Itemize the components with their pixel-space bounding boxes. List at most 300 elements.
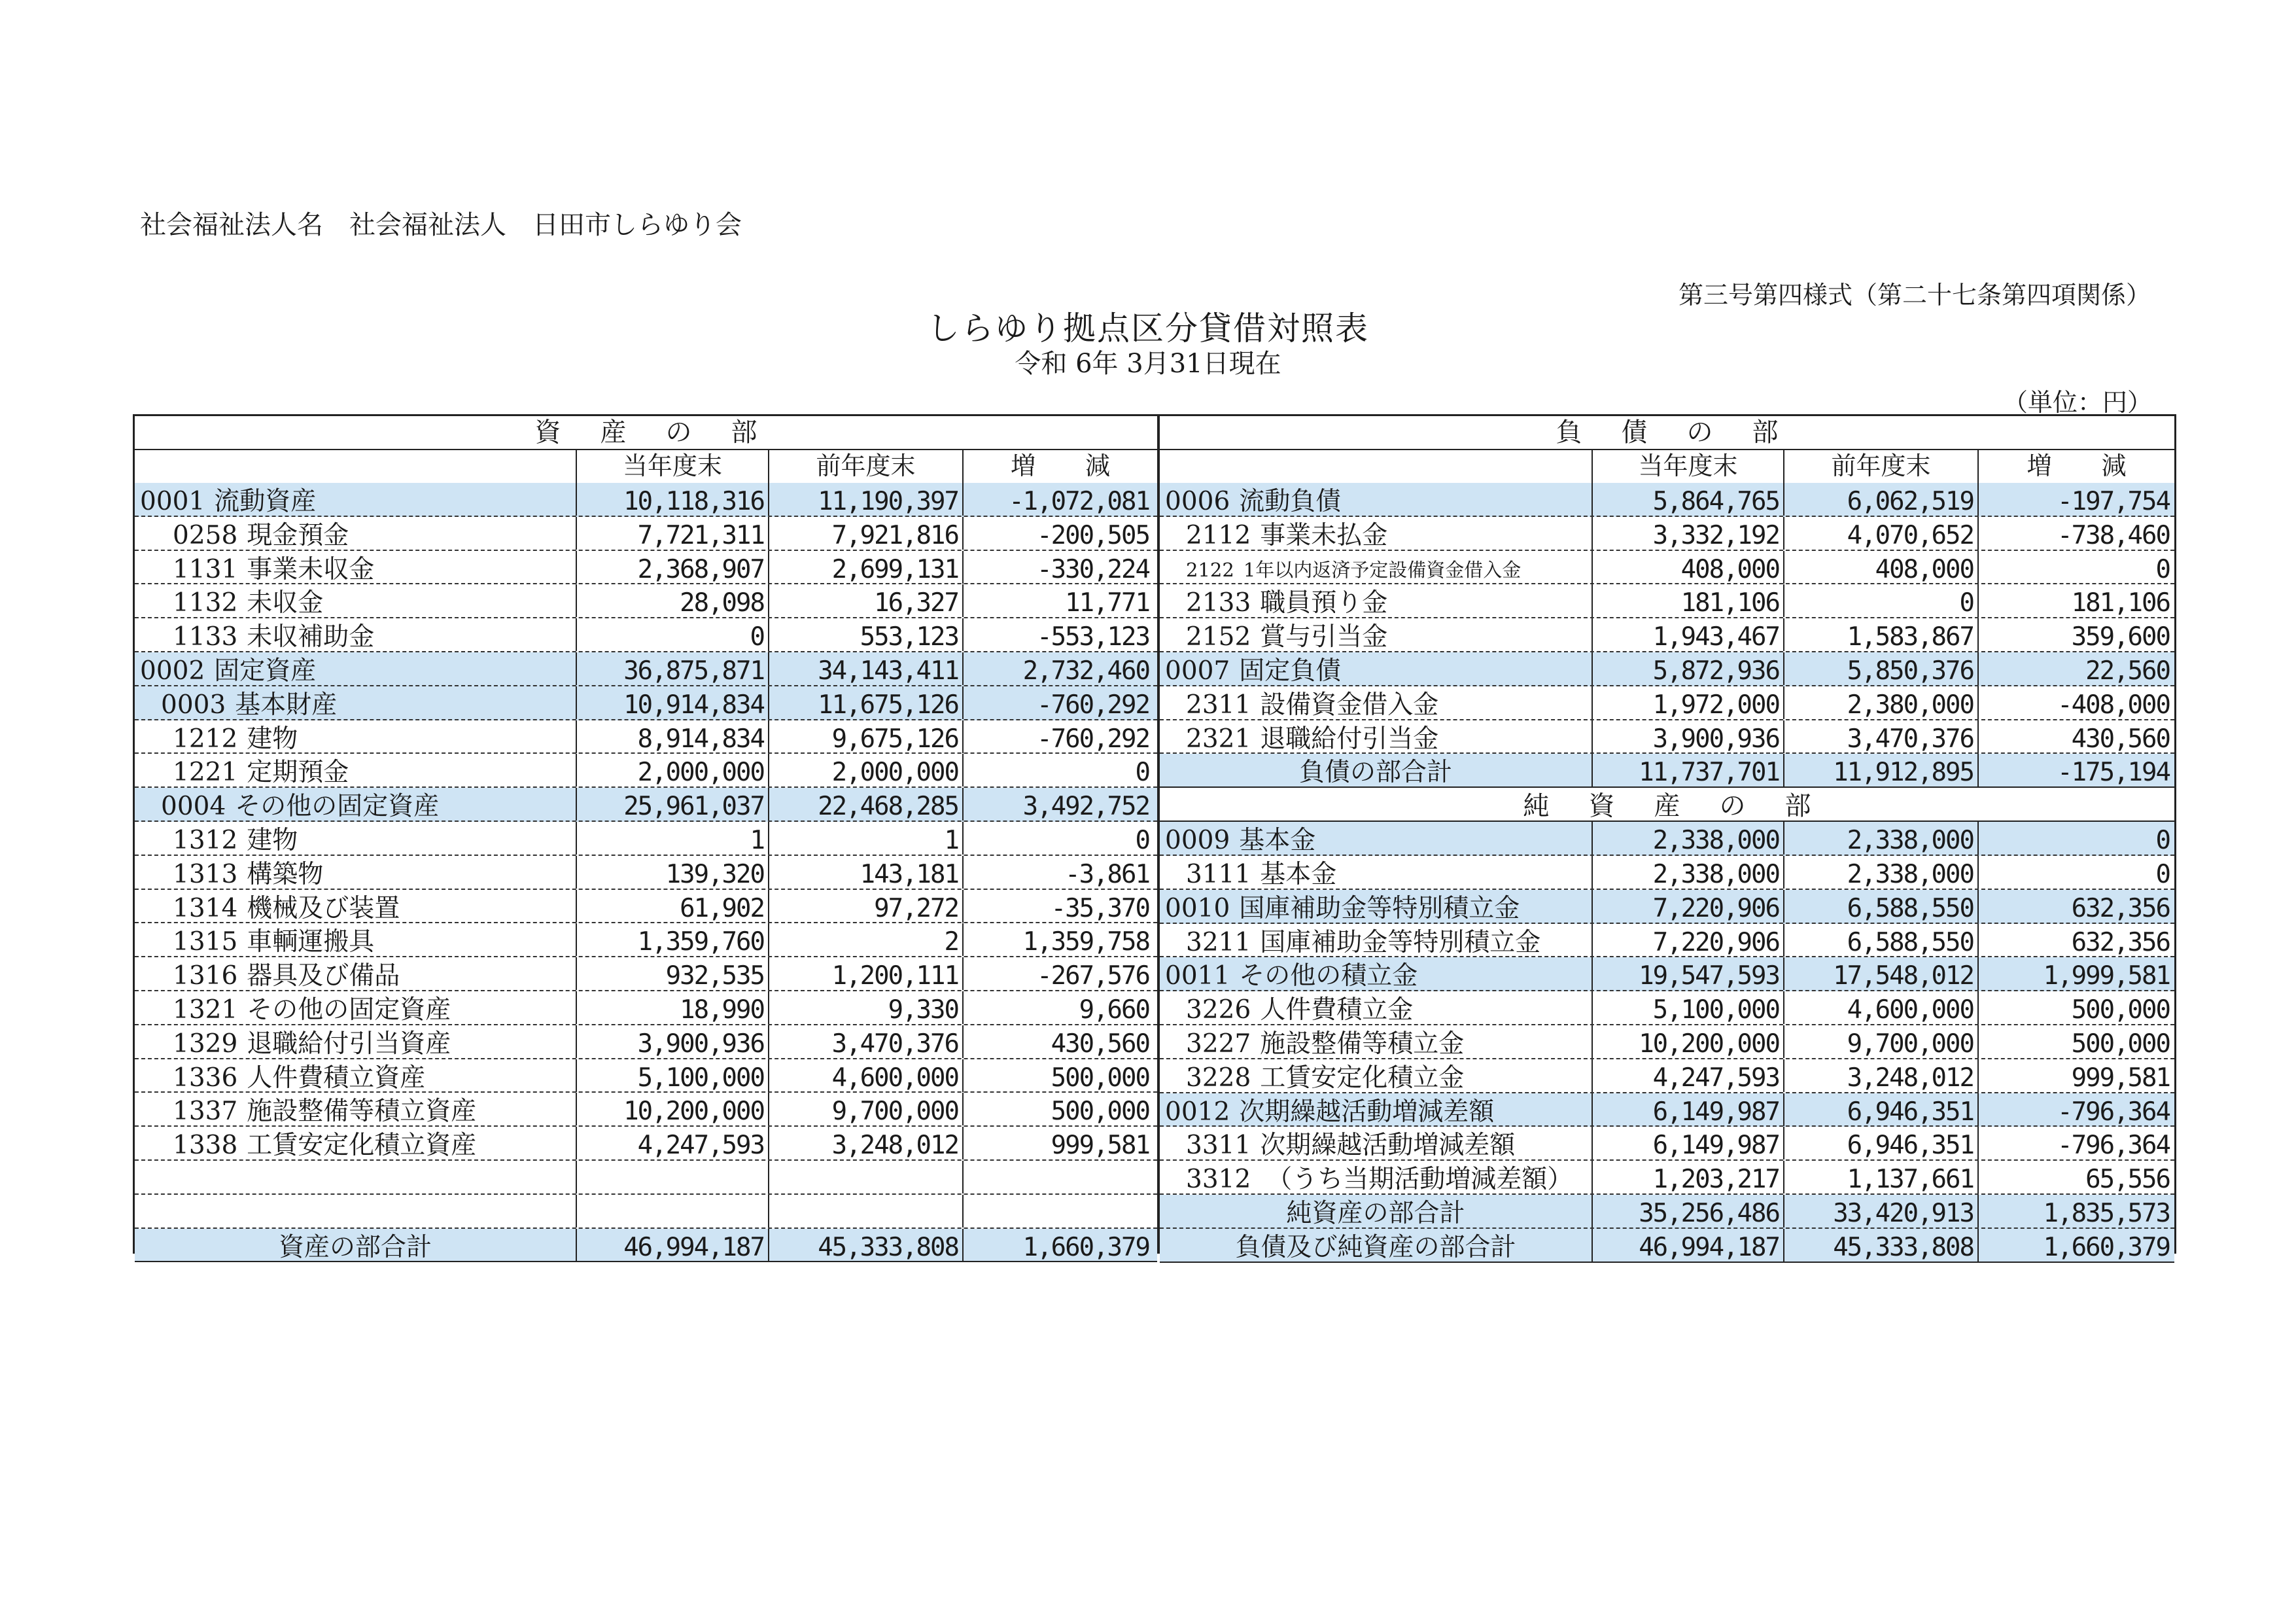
row-label (1186, 991, 1413, 1024)
account-name: 負債及び純資産の部合計 (1235, 1232, 1516, 1262)
table-row (135, 890, 1157, 924)
row-label (161, 788, 439, 821)
previous-value: 1,200,111 (768, 957, 962, 990)
current-value: 46,994,187 (1592, 1229, 1783, 1262)
account-name: 施設整備等積立金 (1260, 1029, 1465, 1059)
table-row (135, 551, 1157, 585)
current-value: 4,247,593 (1592, 1059, 1783, 1092)
previous-value: 5,850,376 (1783, 652, 1977, 685)
table-row (1160, 551, 2174, 585)
account-code: 0002 (140, 656, 205, 686)
current-value: 1,359,760 (576, 923, 768, 956)
account-code: 3226 (1186, 995, 1251, 1025)
change-value: 500,000 (962, 1093, 1153, 1125)
row-label (173, 517, 349, 550)
current-value: 408,000 (1592, 551, 1783, 584)
table-row (1160, 957, 2174, 991)
change-value: 632,356 (1977, 924, 2174, 957)
current-value (576, 1161, 768, 1193)
current-value: 10,200,000 (576, 1093, 768, 1125)
current-value: 3,900,936 (576, 1025, 768, 1058)
account-name: 設備資金借入金 (1260, 690, 1439, 720)
account-code: 1314 (173, 893, 238, 923)
change-value: 22,560 (1977, 652, 2174, 685)
change-value: 1,660,379 (1977, 1229, 2174, 1262)
account-name: 資産の部合計 (278, 1232, 432, 1262)
col-current: 当年度末 (1592, 449, 1783, 483)
form-reference: 第三号第四様式（第二十七条第四項関係） (1678, 281, 2151, 309)
change-value: -35,370 (962, 890, 1153, 923)
account-name: 基本金 (1239, 826, 1316, 856)
account-name: 職員預り金 (1260, 588, 1388, 618)
account-name: 次期繰越活動増減差額 (1239, 1097, 1495, 1127)
previous-value: 2,699,131 (768, 551, 962, 584)
table-row (1160, 584, 2174, 618)
change-value: 1,835,573 (1977, 1195, 2174, 1227)
current-value: 3,332,192 (1592, 517, 1783, 550)
table-row (1160, 1127, 2174, 1161)
row-label (1186, 856, 1336, 889)
row-label (1186, 1025, 1464, 1058)
liabilities-total-row (1160, 754, 2174, 788)
table-row (1160, 1025, 2174, 1059)
assets-total-row (135, 1229, 1157, 1263)
row-label (140, 652, 316, 685)
row-label (140, 483, 316, 516)
change-value (962, 1161, 1153, 1193)
table-row (135, 754, 1157, 788)
account-code: 3211 (1186, 927, 1251, 957)
account-name: 負債の部合計 (1298, 758, 1452, 788)
current-value: 2,000,000 (576, 754, 768, 786)
account-name: 現金預金 (247, 520, 349, 550)
previous-value: 3,470,376 (1783, 720, 1977, 753)
current-value: 1,203,217 (1592, 1161, 1783, 1193)
account-name: 基本財産 (235, 690, 338, 720)
previous-value: 143,181 (768, 856, 962, 889)
table-row (1160, 856, 2174, 890)
account-code: 1337 (173, 1097, 238, 1127)
account-code: 3311 (1186, 1131, 1251, 1161)
previous-value: 11,912,895 (1783, 754, 1977, 786)
change-value: 632,356 (1977, 890, 2174, 923)
account-name: 流動資産 (214, 487, 317, 516)
current-value: 2,338,000 (1592, 822, 1783, 855)
current-value: 7,721,311 (576, 517, 768, 550)
table-row (1160, 924, 2174, 958)
change-value: 1,359,758 (962, 923, 1153, 956)
previous-value: 9,700,000 (1783, 1025, 1977, 1058)
account-name: 未収補助金 (247, 622, 375, 652)
table-row (1160, 720, 2174, 754)
table-row (135, 483, 1157, 517)
account-code: 1313 (173, 859, 238, 889)
change-value: 999,581 (962, 1127, 1153, 1159)
change-value: -796,364 (1977, 1127, 2174, 1159)
change-value: 0 (962, 822, 1153, 855)
change-value: 3,492,752 (962, 788, 1153, 821)
previous-value: 3,248,012 (1783, 1059, 1977, 1092)
row-label (173, 551, 374, 584)
assets-section-title: 資産の部 (135, 416, 1157, 450)
previous-value: 22,468,285 (768, 788, 962, 821)
table-row (135, 991, 1157, 1025)
current-value: 11,737,701 (1592, 754, 1783, 786)
row-label (1186, 1161, 1573, 1193)
row-label (173, 754, 349, 786)
current-value: 10,118,316 (576, 483, 768, 516)
grand-total-row (1160, 1229, 2174, 1263)
previous-value: 45,333,808 (768, 1229, 962, 1262)
row-label (1186, 584, 1387, 617)
account-code: 2133 (1186, 588, 1251, 618)
change-value: 0 (1977, 822, 2174, 855)
previous-value: 1 (768, 822, 962, 855)
account-code: 0012 (1165, 1097, 1230, 1127)
liability-rows (1160, 483, 2174, 1263)
account-code: 0003 (161, 690, 226, 720)
table-row (135, 1161, 1157, 1195)
account-name: 賞与引当金 (1260, 622, 1388, 652)
previous-value: 4,600,000 (1783, 991, 1977, 1024)
account-code: 0007 (1165, 656, 1230, 686)
change-value: -553,123 (962, 618, 1153, 651)
row-label (1160, 1229, 1592, 1262)
row-label (135, 1229, 576, 1262)
table-row (135, 957, 1157, 991)
account-name: 未収金 (247, 588, 324, 618)
account-code: 1338 (173, 1131, 238, 1161)
account-name: 国庫補助金等特別積立金 (1239, 893, 1520, 923)
current-value: 0 (576, 618, 768, 651)
previous-value: 4,070,652 (1783, 517, 1977, 550)
account-name: 人件費積立資産 (247, 1063, 426, 1093)
account-name: 事業未収金 (247, 554, 375, 584)
account-name: その他の固定資産 (247, 995, 451, 1025)
row-label (173, 923, 374, 956)
change-value: 9,660 (962, 991, 1153, 1024)
current-value: 10,200,000 (1592, 1025, 1783, 1058)
current-value: 181,106 (1592, 584, 1783, 617)
current-value: 6,149,987 (1592, 1127, 1783, 1159)
account-name: （うち当期活動増減差額） (1266, 1165, 1573, 1195)
change-value (962, 1195, 1153, 1227)
current-value: 1 (576, 822, 768, 855)
assets-column-header (135, 449, 1157, 484)
table-row (135, 686, 1157, 720)
account-code: 0004 (161, 792, 226, 822)
row-label (1165, 890, 1520, 923)
table-row (1160, 1093, 2174, 1127)
change-value: 2,732,460 (962, 652, 1153, 685)
previous-value: 3,248,012 (768, 1127, 962, 1159)
account-name: 1年以内返済予定設備資金借入金 (1243, 558, 1522, 581)
previous-value (768, 1161, 962, 1193)
row-label (1160, 754, 1592, 786)
account-name: その他の固定資産 (235, 792, 440, 822)
row-label (173, 1025, 451, 1058)
account-code: 1316 (173, 961, 238, 991)
account-name: 固定負債 (1239, 656, 1342, 686)
previous-value: 11,675,126 (768, 686, 962, 719)
account-name: その他の積立金 (1239, 961, 1418, 991)
account-code: 2152 (1186, 622, 1251, 652)
current-value: 932,535 (576, 957, 768, 990)
account-name: 工賃安定化積立金 (1260, 1063, 1465, 1093)
previous-value: 0 (1783, 584, 1977, 617)
table-row (1160, 991, 2174, 1025)
previous-value (768, 1195, 962, 1227)
row-label (1165, 957, 1418, 990)
previous-value: 6,946,351 (1783, 1127, 1977, 1159)
change-value: -408,000 (1977, 686, 2174, 719)
table-row (135, 1093, 1157, 1127)
current-value: 1,943,467 (1592, 618, 1783, 651)
account-code: 1131 (173, 554, 238, 584)
account-name: 基本金 (1260, 859, 1337, 889)
row-label (173, 856, 323, 889)
current-value (576, 1195, 768, 1227)
change-value: -760,292 (962, 686, 1153, 719)
account-name: 事業未払金 (1260, 520, 1388, 550)
row-label (1186, 517, 1387, 550)
account-name: 建物 (247, 825, 298, 855)
change-value: 999,581 (1977, 1059, 2174, 1092)
previous-value: 33,420,913 (1783, 1195, 1977, 1227)
current-value: 46,994,187 (576, 1229, 768, 1262)
table-row (1160, 1161, 2174, 1195)
current-value: 5,864,765 (1592, 483, 1783, 516)
previous-value: 9,700,000 (768, 1093, 962, 1125)
table-row (135, 1127, 1157, 1161)
account-code: 1329 (173, 1029, 238, 1059)
previous-value: 2,338,000 (1783, 822, 1977, 855)
change-value: 430,560 (962, 1025, 1153, 1058)
account-name: 次期繰越活動増減差額 (1260, 1131, 1516, 1161)
account-code: 2321 (1186, 724, 1251, 754)
previous-value: 4,600,000 (768, 1059, 962, 1092)
current-value: 6,149,987 (1592, 1093, 1783, 1126)
current-value: 18,990 (576, 991, 768, 1024)
change-value: -175,194 (1977, 754, 2174, 786)
row-label (1160, 1195, 1592, 1227)
current-value: 7,220,906 (1592, 890, 1783, 923)
table-row (135, 584, 1157, 618)
current-value: 8,914,834 (576, 720, 768, 753)
change-value: 500,000 (1977, 991, 2174, 1024)
change-value: -738,460 (1977, 517, 2174, 550)
account-name: 建物 (247, 724, 298, 754)
row-label (173, 720, 298, 753)
table-row (1160, 686, 2174, 720)
account-name: 構築物 (247, 859, 324, 889)
account-code: 1133 (173, 622, 238, 652)
previous-value: 6,588,550 (1783, 890, 1977, 923)
change-value: 430,560 (1977, 720, 2174, 753)
account-code: 3228 (1186, 1063, 1251, 1093)
previous-value: 9,675,126 (768, 720, 962, 753)
change-value: -330,224 (962, 551, 1153, 584)
col-current: 当年度末 (576, 449, 768, 483)
account-code: 3227 (1186, 1029, 1251, 1059)
table-row (1160, 890, 2174, 924)
current-value: 7,220,906 (1592, 924, 1783, 957)
account-name: 車輌運搬具 (247, 927, 375, 957)
account-code: 3111 (1186, 859, 1251, 889)
balance-sheet-table (133, 414, 2176, 1262)
account-code: 0001 (140, 487, 205, 516)
previous-value: 7,921,816 (768, 517, 962, 550)
account-name: 退職給付引当金 (1260, 724, 1439, 754)
change-value: -1,072,081 (962, 483, 1153, 516)
change-value: -796,364 (1977, 1093, 2174, 1126)
account-code: 2311 (1186, 690, 1251, 720)
row-label (1186, 1127, 1515, 1159)
row-label (1165, 652, 1341, 685)
unit-label: （単位：円） (2002, 388, 2152, 417)
account-name: 器具及び備品 (247, 961, 400, 991)
previous-value: 3,470,376 (768, 1025, 962, 1058)
row-label (173, 822, 298, 855)
table-row (135, 1059, 1157, 1093)
table-row (135, 923, 1157, 957)
previous-value: 97,272 (768, 890, 962, 923)
previous-value: 408,000 (1783, 551, 1977, 584)
table-row (135, 788, 1157, 822)
account-code: 1132 (173, 588, 238, 618)
current-value: 2,338,000 (1592, 856, 1783, 889)
document-title: しらゆり拠点区分貸借対照表 (927, 309, 1369, 347)
account-name: 機械及び装置 (247, 893, 400, 923)
previous-value: 34,143,411 (768, 652, 962, 685)
account-name: 純資産の部合計 (1286, 1198, 1465, 1228)
current-value: 28,098 (576, 584, 768, 617)
table-row (135, 618, 1157, 652)
col-change: 増 減 (1977, 449, 2174, 483)
current-value: 25,961,037 (576, 788, 768, 821)
previous-value: 6,588,550 (1783, 924, 1977, 957)
account-code: 1321 (173, 995, 238, 1025)
change-value: 1,999,581 (1977, 957, 2174, 990)
table-row (1160, 618, 2174, 652)
change-value: -200,505 (962, 517, 1153, 550)
previous-value: 17,548,012 (1783, 957, 1977, 990)
account-code: 1336 (173, 1063, 238, 1093)
row-label (1165, 822, 1315, 855)
current-value: 5,872,936 (1592, 652, 1783, 685)
table-row (1160, 652, 2174, 686)
liabilities-section-title: 負債の部 (1160, 416, 2174, 450)
previous-value: 2,338,000 (1783, 856, 1977, 889)
current-value: 19,547,593 (1592, 957, 1783, 990)
row-label (161, 686, 337, 719)
col-change: 増 減 (962, 449, 1157, 483)
current-value: 36,875,871 (576, 652, 768, 685)
change-value: -267,576 (962, 957, 1153, 990)
current-value: 35,256,486 (1592, 1195, 1783, 1227)
account-code: 2122 (1186, 558, 1234, 581)
table-row (1160, 1059, 2174, 1093)
row-label (173, 991, 451, 1024)
account-code: 0006 (1165, 487, 1230, 516)
liabilities-side (1160, 416, 2174, 1262)
table-row (1160, 483, 2174, 517)
row-label (1186, 924, 1540, 957)
previous-value: 6,946,351 (1783, 1093, 1977, 1126)
previous-value: 6,062,519 (1783, 483, 1977, 516)
liabilities-column-header (1160, 449, 2174, 484)
table-row (135, 1195, 1157, 1229)
table-row (1160, 822, 2174, 856)
row-label (1186, 618, 1387, 651)
change-value: 0 (1977, 856, 2174, 889)
row-label (1186, 720, 1438, 753)
account-code: 0258 (173, 520, 238, 550)
row-label (1165, 1093, 1494, 1126)
previous-value: 1,137,661 (1783, 1161, 1977, 1193)
row-label (1186, 551, 1521, 584)
account-name: 国庫補助金等特別積立金 (1260, 927, 1541, 957)
previous-value: 553,123 (768, 618, 962, 651)
change-value: -760,292 (962, 720, 1153, 753)
organization-name: 社会福祉法人名 社会福祉法人 日田市しらゆり会 (140, 210, 742, 240)
row-label (1165, 483, 1341, 516)
change-value: 500,000 (962, 1059, 1153, 1092)
account-name: 退職給付引当資産 (247, 1029, 451, 1059)
change-value: 500,000 (1977, 1025, 2174, 1058)
account-code: 2112 (1186, 520, 1251, 550)
account-code: 1315 (173, 927, 238, 957)
current-value: 2,368,907 (576, 551, 768, 584)
account-code: 1312 (173, 825, 238, 855)
table-row (135, 822, 1157, 856)
account-code: 3312 (1186, 1165, 1251, 1195)
row-label (1186, 686, 1438, 719)
current-value: 139,320 (576, 856, 768, 889)
row-label (173, 957, 400, 990)
change-value: 359,600 (1977, 618, 2174, 651)
asset-rows (135, 483, 1157, 1262)
account-name: 流動負債 (1239, 487, 1342, 516)
report-date: 令和 6年 3月31日現在 (1015, 349, 1281, 379)
previous-value: 2 (768, 923, 962, 956)
account-code: 0011 (1165, 961, 1230, 991)
change-value: 11,771 (962, 584, 1153, 617)
previous-value: 9,330 (768, 991, 962, 1024)
change-value: -197,754 (1977, 483, 2174, 516)
change-value: 65,556 (1977, 1161, 2174, 1193)
col-previous: 前年度末 (1783, 449, 1977, 483)
change-value: 0 (962, 754, 1153, 786)
current-value: 61,902 (576, 890, 768, 923)
previous-value: 2,380,000 (1783, 686, 1977, 719)
table-row (135, 1025, 1157, 1059)
table-row (135, 720, 1157, 754)
row-label (173, 584, 323, 617)
change-value: 0 (1977, 551, 2174, 584)
account-code: 0010 (1165, 893, 1230, 923)
account-code: 1212 (173, 724, 238, 754)
current-value: 3,900,936 (1592, 720, 1783, 753)
table-row (135, 652, 1157, 686)
current-value: 5,100,000 (1592, 991, 1783, 1024)
account-code: 1221 (173, 758, 238, 788)
account-name: 施設整備等積立資産 (247, 1097, 477, 1127)
account-name: 定期預金 (247, 758, 349, 788)
row-label (173, 890, 400, 923)
previous-value: 45,333,808 (1783, 1229, 1977, 1262)
account-name: 工賃安定化積立資産 (247, 1131, 477, 1161)
